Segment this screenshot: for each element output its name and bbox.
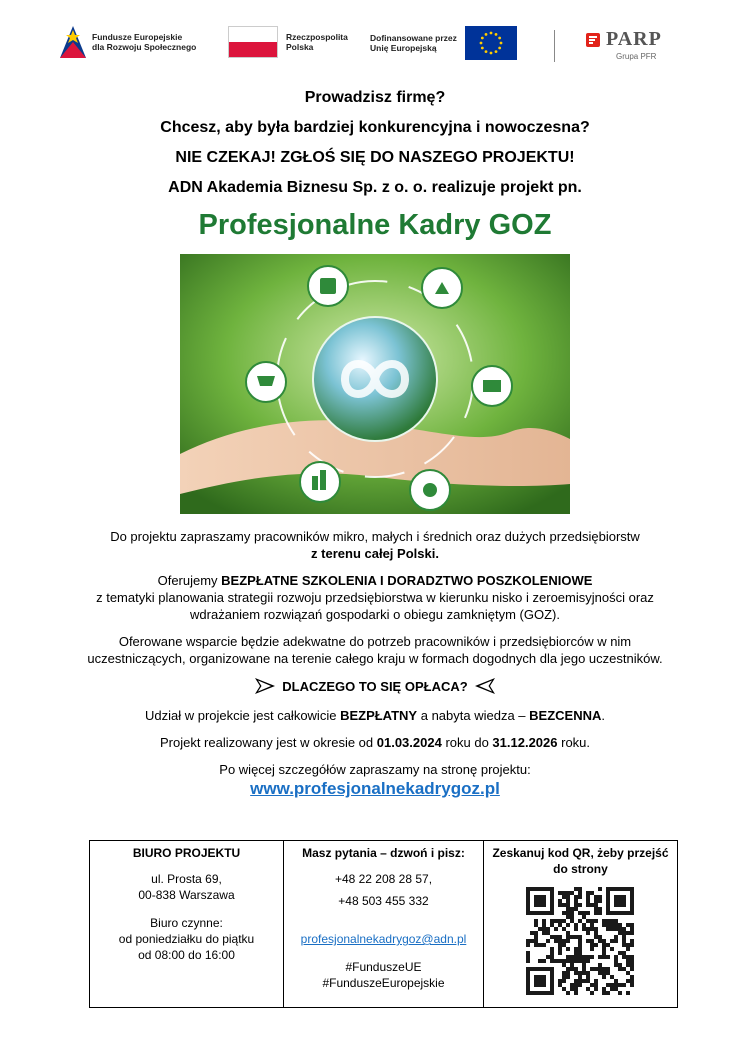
headline-3: NIE CZEKAJ! ZGŁOŚ SIĘ DO NASZEGO PROJEKTU! — [175, 149, 575, 166]
office-hours-time: od 08:00 do 16:00 — [138, 948, 235, 962]
eu-star — [498, 37, 501, 40]
email-link[interactable]: profesjonalnekadrygoz@adn.pl — [300, 932, 467, 946]
office-hours-label: Biuro czynne: — [150, 916, 223, 930]
eu-star — [490, 32, 493, 35]
eu-flag-icon — [465, 26, 517, 60]
free-paragraph: Udział w projekcie jest całkowicie BEZPŁATNY a nabyta wiedza – BEZCENNA. — [144, 708, 605, 723]
fe-logo-text: Fundusze Europejskie dla Rozwoju Społecznego — [92, 31, 197, 52]
pl-logo — [228, 26, 348, 58]
qr-code-icon[interactable] — [526, 887, 634, 995]
parp-name: PARP — [606, 28, 662, 50]
eu-star — [500, 42, 503, 45]
contact-heading: Masz pytania – dzwoń i pisz: — [302, 846, 465, 860]
eu-star — [498, 47, 501, 50]
details-paragraph: Po więcej szczegółów zapraszamy na stronę projektu: — [219, 762, 531, 777]
phone-2[interactable]: +48 503 455 332 — [338, 894, 429, 908]
ue-logo-text: Dofinansowane przez Unię Europejską — [370, 32, 457, 53]
parp-logo — [586, 28, 662, 61]
office-cell — [90, 841, 284, 1008]
headline-2: Chcesz, aby była bardziej konkurencyjna i nowoczesna? — [160, 119, 590, 136]
period-paragraph: Projekt realizowany jest w okresie od 01.03.2024 roku do 31.12.2026 roku. — [159, 735, 591, 750]
contact-cell — [284, 841, 484, 1008]
hashtag-2: #FunduszeEuropejskie — [322, 976, 445, 990]
arrow-left-icon — [474, 677, 496, 695]
project-title: Profesjonalne Kadry GOZ — [198, 209, 552, 241]
eu-star — [485, 33, 488, 36]
logo-separator — [554, 30, 555, 62]
arrow-right-icon — [254, 677, 276, 695]
hero-image — [180, 254, 570, 514]
intro-paragraph: Do projektu zapraszamy pracowników mikro, małych i średnich oraz dużych przedsiębiorstw z terenu całej Polski. — [110, 529, 640, 561]
office-hours-days: od poniedziałku do piątku — [118, 932, 255, 946]
phone-1[interactable]: +48 22 208 28 57, — [334, 872, 433, 886]
office-city: 00-838 Warszawa — [138, 888, 235, 902]
headline-4: ADN Akademia Biznesu Sp. z o. o. realizuje projekt pn. — [168, 179, 582, 196]
eu-star — [495, 33, 498, 36]
fe-emblem-icon — [60, 26, 86, 58]
qr-heading: Zeskanuj kod QR, żeby przejść do strony — [492, 846, 669, 876]
offer-highlight: BEZPŁATNE SZKOLENIA I DORADZTWO POSZKOLENIOWE — [221, 573, 593, 588]
eu-star — [481, 47, 484, 50]
headline-1: Prowadzisz firmę? — [304, 89, 446, 106]
polish-flag-icon — [228, 26, 278, 58]
eu-star — [480, 42, 483, 45]
ue-logo — [370, 26, 517, 60]
parp-mark-icon — [586, 33, 600, 47]
hashtag-1: #FunduszeUE — [345, 960, 422, 974]
offer-paragraph: Oferujemy BEZPŁATNE SZKOLENIA I DORADZTWO POSZKOLENIOWE z tematyki planowania strategii rozwoju przedsiębiorstwa w kierunku nisko i zeroemisyjności oraz wdrażaniem rozwiązań gospodarki o obiegu zamkniętym (GOZ). — [96, 573, 654, 622]
eu-star — [495, 50, 498, 53]
support-paragraph: Oferowane wsparcie będzie adekwatne do potrzeb pracowników i przedsiębiorców w nim uczestniczących, organizowane na terenie całego kraju w formach dogodnych dla jego uczestników. — [87, 634, 663, 666]
logo-bar — [60, 26, 690, 70]
description — [80, 528, 670, 798]
project-website-link[interactable]: www.profesjonalnekadrygoz.pl — [250, 779, 500, 798]
office-street: ul. Prosta 69, — [151, 872, 222, 886]
parp-subtitle: Grupa PFR — [616, 52, 657, 61]
eu-star — [481, 37, 484, 40]
eu-star — [490, 52, 493, 55]
office-heading: BIURO PROJEKTU — [132, 846, 241, 860]
eu-star — [485, 50, 488, 53]
why-heading: DLACZEGO TO SIĘ OPŁACA? — [80, 677, 670, 695]
pl-logo-text: Rzeczpospolita Polska — [286, 31, 348, 52]
info-table — [89, 840, 678, 1008]
headlines — [0, 88, 750, 208]
intro-highlight: z terenu całej Polski. — [311, 546, 439, 561]
fe-logo — [60, 26, 196, 58]
qr-cell — [483, 841, 677, 1008]
